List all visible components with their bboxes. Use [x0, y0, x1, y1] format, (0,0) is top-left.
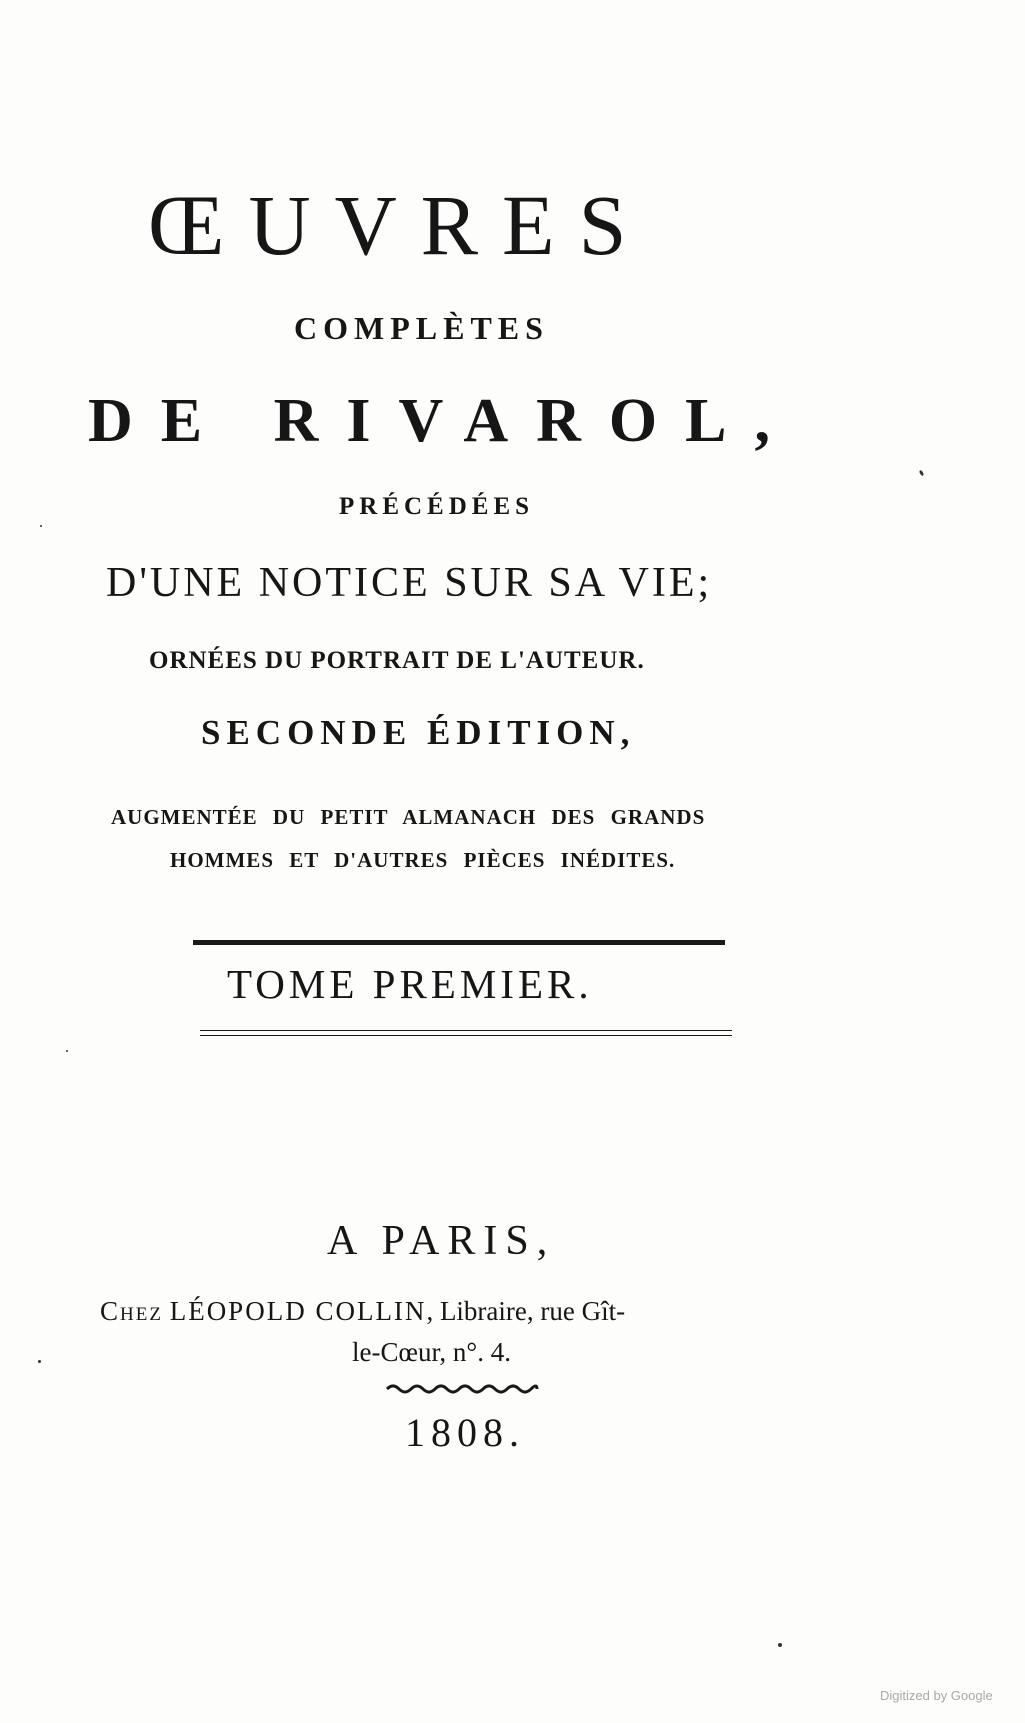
digitized-watermark: Digitized by Google: [880, 1688, 993, 1703]
notice-line: D'UNE NOTICE SUR SA VIE;: [106, 560, 713, 606]
publication-year: 1808.: [405, 1410, 525, 1455]
publisher-suffix: , Libraire, rue Gît-: [426, 1296, 626, 1326]
augmented-line-2: HOMMES ET D'AUTRES PIÈCES INÉDITES.: [170, 848, 676, 872]
paper-speck: [778, 1643, 782, 1647]
publisher-prefix: Chez: [100, 1296, 163, 1326]
paper-speck: [66, 1050, 68, 1052]
volume-line: TOME PREMIER.: [227, 961, 593, 1007]
imprint-publisher: [100, 1298, 625, 1325]
publisher-name: LÉOPOLD COLLIN: [169, 1296, 427, 1326]
book-title: ŒUVRES: [148, 177, 651, 273]
double-rule-divider: [200, 1030, 732, 1036]
paper-speck: [40, 525, 42, 527]
portrait-line: ORNÉES DU PORTRAIT DE L'AUTEUR.: [149, 647, 645, 674]
augmented-line-1: AUGMENTÉE DU PETIT ALMANACH DES GRANDS: [111, 805, 706, 829]
author-line: DE RIVAROL,: [88, 387, 798, 455]
paper-speck: [38, 1360, 41, 1363]
wavy-ornament-rule: [385, 1382, 539, 1396]
thick-rule-divider: [193, 940, 725, 945]
book-subtitle: COMPLÈTES: [294, 310, 549, 346]
preceded-line: PRÉCÉDÉES: [339, 493, 535, 520]
imprint-address: le-Cœur, n°. 4.: [352, 1337, 511, 1367]
imprint-city: A PARIS,: [327, 1218, 556, 1264]
paper-speck: [919, 470, 925, 477]
edition-line: SECONDE ÉDITION,: [201, 713, 636, 752]
